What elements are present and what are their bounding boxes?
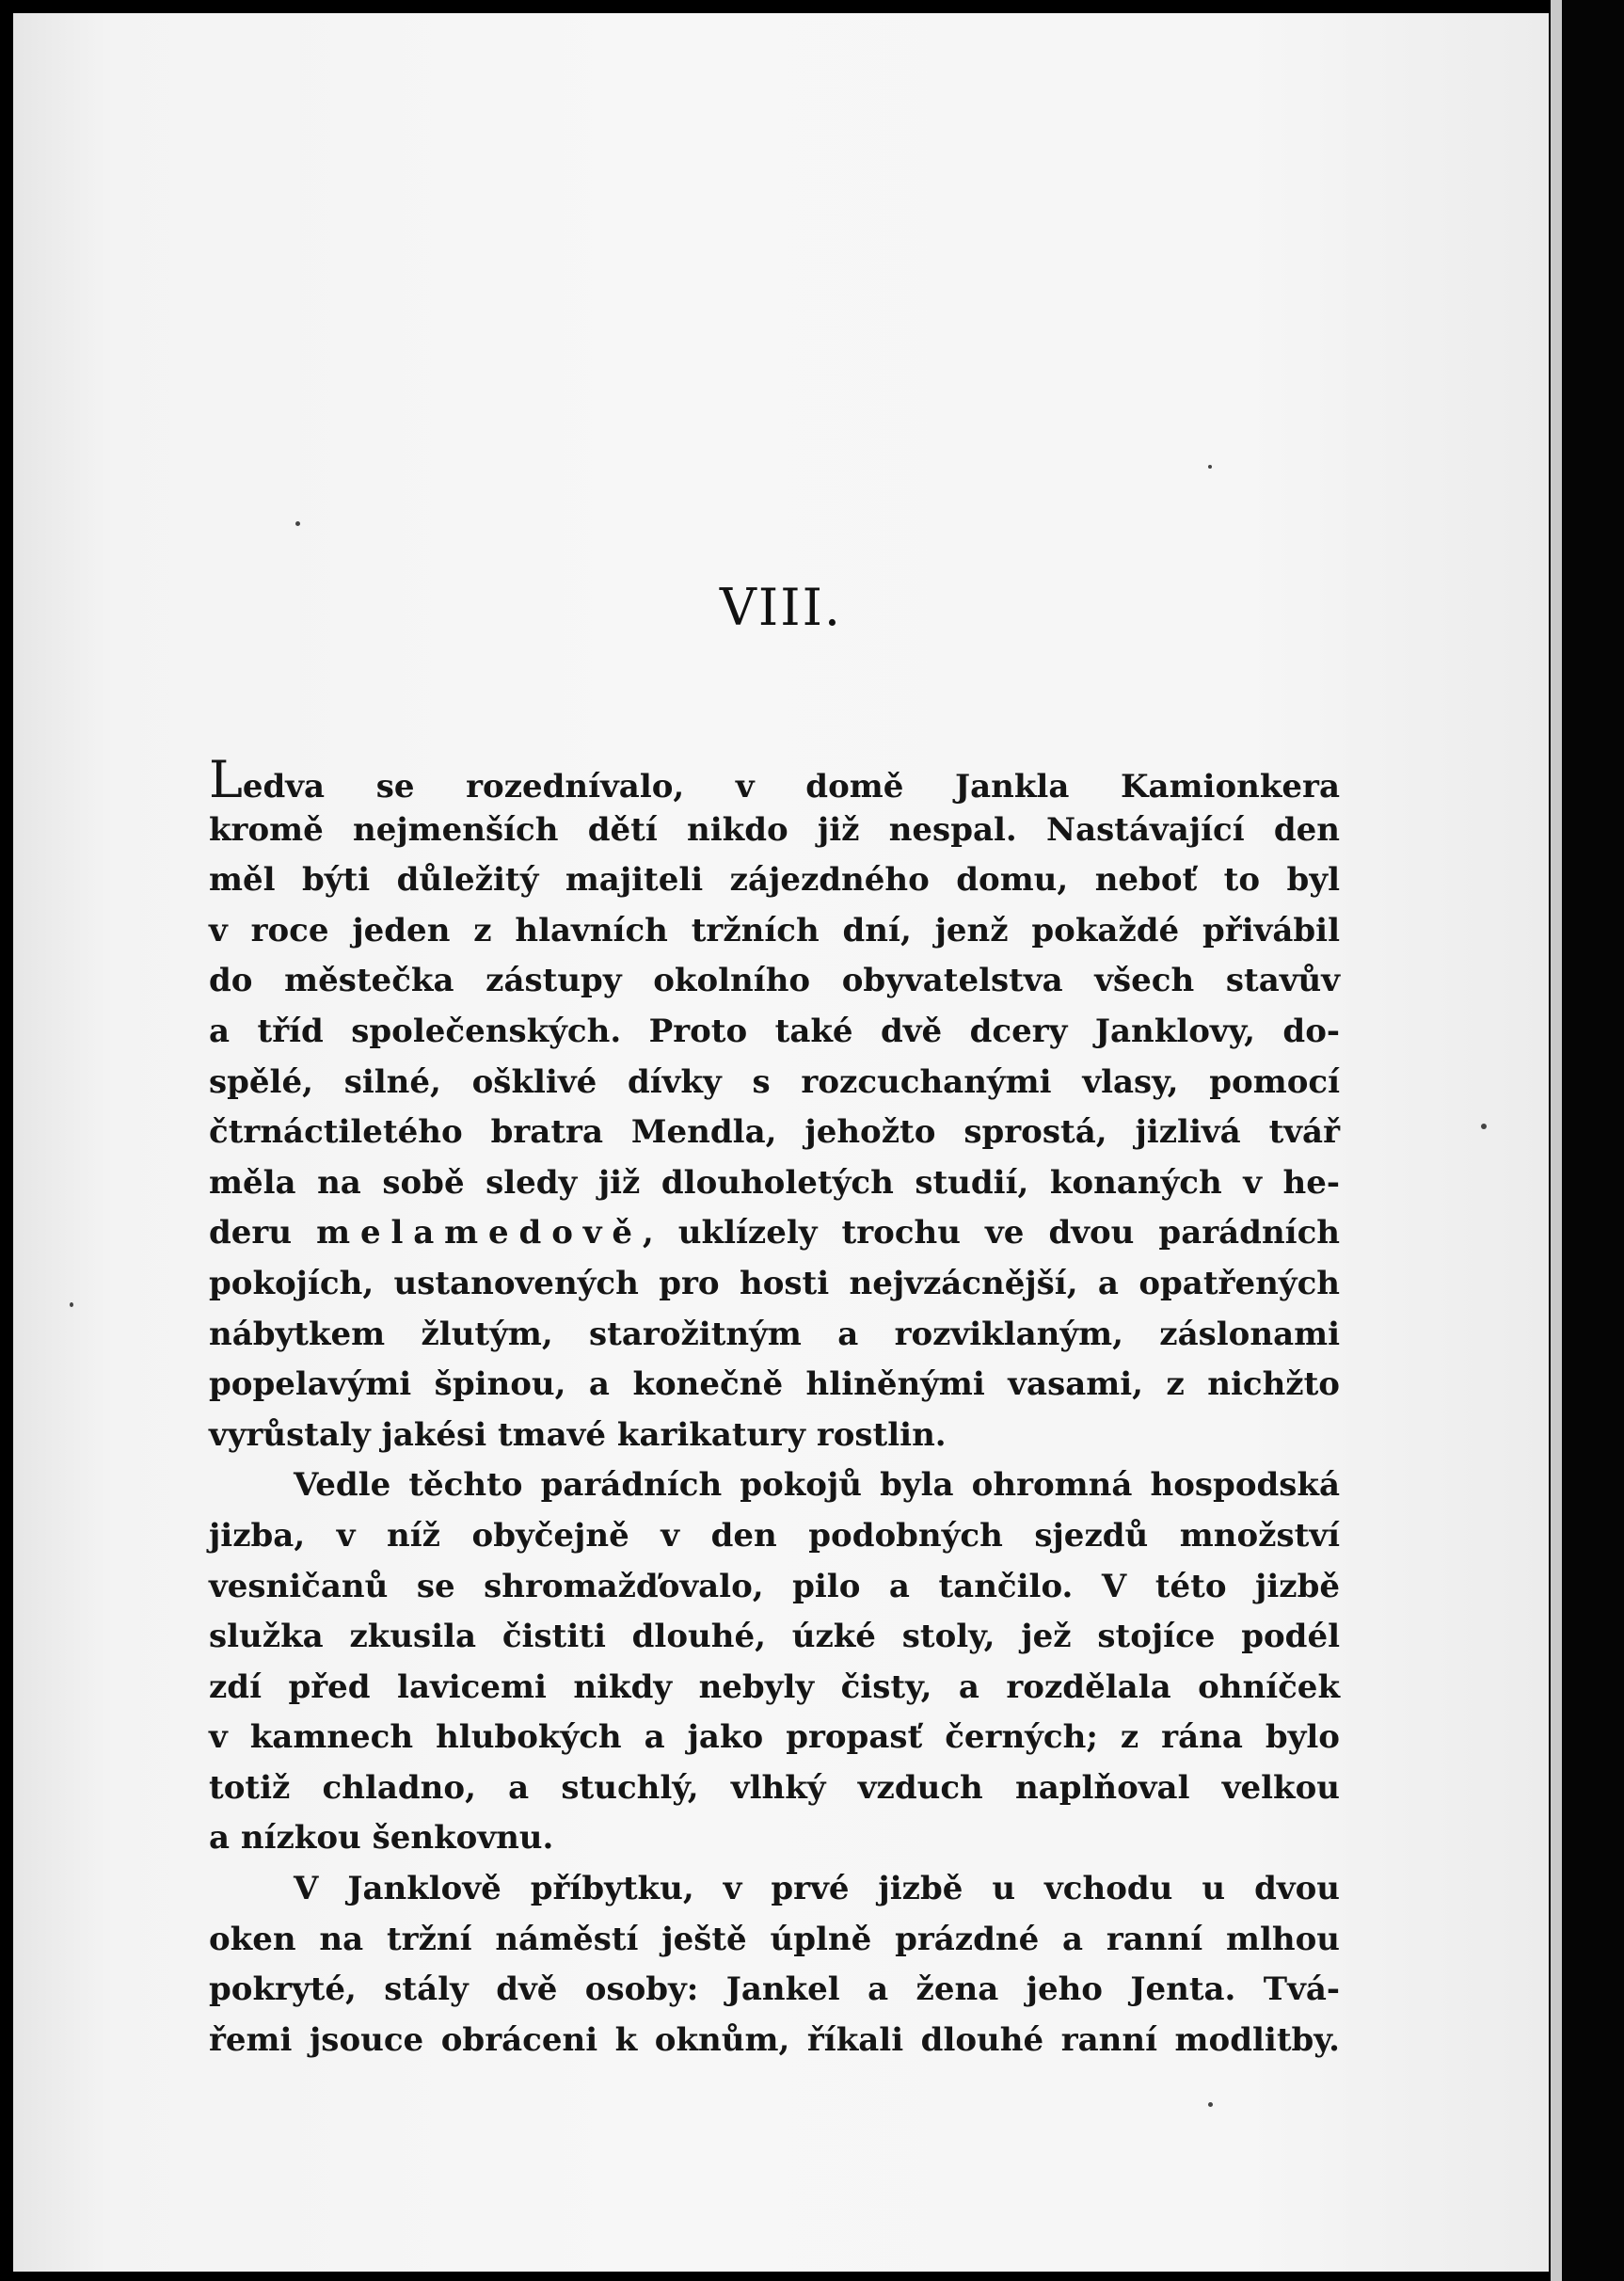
line-text: edva se rozednívalo, v domě Jankla Kamionkera (242, 768, 1340, 806)
text-line (209, 750, 1340, 809)
text-line: pokojích, ustanovených pro hosti nejvzácnější, a opatřených (209, 1264, 1340, 1302)
text-line: vyrůstaly jakési tmavé karikatury rostlin. (209, 1415, 947, 1454)
text-line: v roce jeden z hlavních tržních dní, jenž pokaždé přivábil (209, 911, 1340, 949)
text-line: popelavými špinou, a konečně hliněnými vasami, z nichžto (209, 1365, 1340, 1404)
text-line: v kamnech hlubokých a jako propasť černých; z rána bylo (209, 1718, 1340, 1757)
spaced-emphasis: melamedově (316, 1214, 643, 1252)
scan-speck (295, 521, 300, 526)
facing-page-edge (1551, 0, 1562, 2281)
text-line: V Janklově příbytku, v prvé jizbě u vchodu u dvou (294, 1870, 1340, 1908)
text-line: spělé, silné, ošklivé dívky s rozcuchanými vlasy, pomocí (209, 1062, 1340, 1101)
scan-speck (1481, 1124, 1487, 1129)
text-line: kromě nejmenších dětí nikdo již nespal. Nastávající den (209, 810, 1340, 849)
text-line: měl býti důležitý majiteli zájezdného domu, neboť to byl (209, 861, 1340, 900)
text-line: a tříd společenských. Proto také dvě dcery Janklovy, do- (209, 1012, 1340, 1050)
text-line: nábytkem žlutým, starožitným a rozviklaným, záslonami (209, 1315, 1340, 1353)
text-line: oken na tržní náměstí ještě úplně prázdné a ranní mlhou (209, 1920, 1340, 1958)
drop-cap: L (209, 750, 243, 809)
book-page (13, 13, 1549, 2272)
text-line: služka zkusila čistiti dlouhé, úzké stoly, jež stojíce podél (209, 1618, 1340, 1656)
text-line (209, 1208, 1340, 1259)
text-line: vesničanů se shromažďovalo, pilo a tančilo. V této jizbě (209, 1567, 1340, 1605)
text-line: pokryté, stály dvě osoby: Jankel a žena jeho Jenta. Tvá- (209, 1970, 1340, 2009)
scan-speck (1208, 465, 1212, 469)
text-line: a nízkou šenkovnu. (209, 1819, 554, 1858)
text-line: do městečka zástupy okolního obyvatelstva všech stavův (209, 962, 1340, 1000)
scan-speck (70, 1302, 73, 1307)
line-text: , uklízely trochu ve dvou parádních (642, 1214, 1341, 1252)
text-line: měla na sobě sledy již dlouholetých studií, konaných v he- (209, 1163, 1340, 1202)
text-line: jizba, v níž obyčejně v den podobných sjezdů množství (209, 1516, 1340, 1555)
chapter-heading: VIII. (719, 578, 843, 637)
text-line: řemi jsouce obráceni k oknům, říkali dlouhé ranní modlitby. (209, 2020, 1340, 2059)
scan-speck (1208, 2102, 1213, 2107)
text-line: totiž chladno, a stuchlý, vlhký vzduch naplňoval velkou (209, 1768, 1340, 1807)
text-line: zdí před lavicemi nikdy nebyly čisty, a rozdělala ohníček (209, 1667, 1340, 1706)
text-line: čtrnáctiletého bratra Mendla, jehožto sprostá, jizlivá tvář (209, 1113, 1340, 1152)
scan-border (1562, 0, 1624, 2281)
text-line: Vedle těchto parádních pokojů byla ohromná hospodská (294, 1466, 1340, 1505)
line-text: deru (209, 1214, 317, 1252)
body-text (209, 750, 1341, 2066)
